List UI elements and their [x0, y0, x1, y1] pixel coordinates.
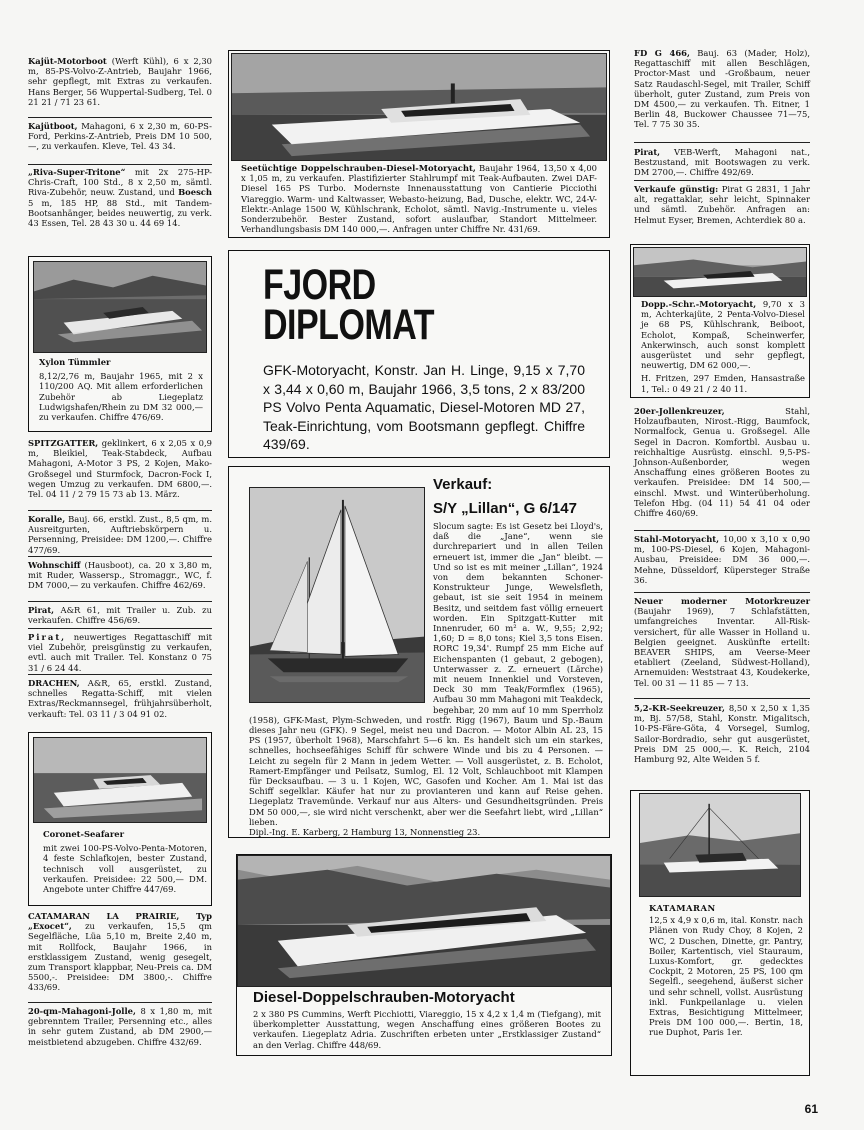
diesel-title: Diesel-Doppelschrauben-Motoryacht	[253, 989, 515, 1006]
ad-text: Stahl, Holzaufbauten, Nirost.-Rigg, Baumfock, Normalfock, Genua u. Großsegel. Alle Segel in Dacron. Komfortbl. Ausbau u. reichhaltige Ausrüstg. einschl. 9,5-PS-Johnson-Außenborder, wegen Anschaffung eines größeren Bootes zu verkaufen. Preisidee: DM 14 500,— einschl. Mwst. und Winterüberholung. Telefon Hbg. (04 11) 54 41 04 oder Chiffre 460/69.	[634, 406, 810, 519]
divider	[634, 142, 810, 143]
ad-text: Pirat G 2831, 1 Jahr alt, regattaklar, sehr leicht, Spinnaker und sämtl. Zubehör. Anfragen an: Helmut Eyser, Bremen, Achterdiek 80 a.	[634, 184, 810, 225]
lillan-text: Slocum sagte: Es ist Gesetz bei Lloyd's, daß die „Jane“, wenn sie durchrepariert und in allen Teilen erneuert ist, immer die „Jan“ bleibt. — Und so ist es mit meiner „Lillan“, 1924 von dem bekannten Schoner-Konstrukteur Junge, Wewelsfleth, gebaut, ist sie seit 1954 in meinem Besitz, und seitdem fast völlig erneuert worden. Ein Spitzgatt-Kutter mit Innenruder, 60 m² a. W., 9,55; 2,92; 1,60; D = 8,0 tons; Kiel 3,5 tons Eisen. RORC 19,34'. Rumpf 25 mm Eiche auf Eichenspanten (1 gebaut, 2 gebogen), Unterwasser z. Z. erneuert (Lärche) mit neuem Innenkiel und Vorsteven, Deck 30 mm Teak/Formflex (1965), Aufbau 30 mm Mahagoni mit Teakdeck, begehbar, 20 mm auf 10 mm Sperrholz (1958), GFK-Mast, Plym-Schweden, und rostfr. Rigg (1967), Baum und Sp.-Baum dieses Jahr neu (GFK). 9 Segel, meist neu und Dacron. — Motor Albin AL 23, 15 PS (1957, überholt 1968), Marschfahrt 5—6 kn. Es handelt sich um ein starkes, schnelles, hochseefähiges Schiff für schwere Winde und bis zu 4 Personen. — Leicht zu segeln für 2 Mann in jedem Wetter. — Voll ausgerüstet, z. B. Echolot, Ramert-Empfänger und Peilsatz, Sumlog, El. 12 Volt, Schlauchboot mit Klampen für Decksaufbau. — 3 u. 1 Kojen, WC, Gasofen und Kocher. Am 1. Mai ist das Schiff segelklar. Käufer hat nur zu provianteren und kann auf Reise gehen. Liegeplatz Travemünde. Verkauf nur aus Alters- und Gesundheitsgründen. Preis DM 50 000,—, sie wird nicht verschenkt, aber wer die Seefahrt liebt, wird „Lillan“ lieben.	[249, 521, 603, 827]
ad-pirat-g2831	[634, 184, 810, 225]
divider	[28, 510, 212, 511]
ad-head: KATAMARAN	[649, 903, 716, 913]
ad-text: zu verkaufen, 15,5 qm Segelfläche, Lüa 5,10 m, Breite 2,40 m, mit Rollfock, Baujahr 1966, in erstklassigem Zustand, wenig gesegelt, zum Transport klappbar, Neu-Preis ca. DM 5500,-. Preisidee: DM 3800,-. Chiffre 433/69.	[28, 921, 212, 993]
ad-pirat-veb	[634, 147, 810, 178]
fjord-text: GFK-Motoryacht, Konstr. Jan H. Linge, 9,15 x 7,70 x 3,44 x 0,60 m, Baujahr 1966, 3,5 tons, 2 x 83/200 PS Volvo Penta Aquamatic, Diesel-Motoren MD 27, Teak-Einrichtung, vom Bootsmann gepflegt. Chiffre 439/69.	[263, 362, 585, 452]
ad-head: FD G 466,	[634, 48, 690, 58]
ad-text: 10,00 x 3,10 x 0,90 m, 100-PS-Diesel, 6 Kojen, Mahagoni-Ausbau, Preisidee: DM 36 000,—. Mehne, Düsseldorf, Küpersteger Straße 36.	[634, 534, 810, 585]
ad-xylon-tuemmler-box	[28, 256, 212, 432]
ad-motoryacht-431-box	[228, 50, 610, 238]
ad-head: SPITZGATTER,	[28, 438, 99, 448]
lillan-title-line-1: Verkauf:	[433, 476, 493, 493]
page-number: 61	[804, 1102, 818, 1116]
divider	[28, 674, 212, 675]
ad-text: mit 2x 275-HP-Chris-Craft, 100 Std., 8 x 2,50 m, sämtl. Riva-Zubehör, neuw. Zustand, und	[28, 167, 212, 198]
lillan-title	[433, 475, 605, 519]
ad-head: Wohnschiff	[28, 560, 81, 570]
ad-motorkreuzer	[634, 596, 810, 688]
ad-mahagoni-jolle	[28, 1006, 212, 1047]
ad-kajuet-motorboot	[28, 56, 212, 107]
ad-head: 20er-Jollenkreuzer,	[634, 406, 725, 416]
ad-coronet-seafarer	[43, 829, 207, 894]
ad-head: Coronet-Seafarer	[43, 829, 124, 839]
lillan-text-column	[249, 521, 603, 837]
ad-kajuetboot	[28, 121, 212, 152]
fjord-title	[263, 261, 435, 349]
divider	[28, 164, 212, 165]
ad-head: Pirat,	[634, 147, 661, 157]
ad-text: (Baujahr 1969), 7 Schlafstätten, umfangreiches Inventar. All-Risk-versichert, für alle Wasser in Holland u. Belgien geeignet. Auskünfte erteilt: BEAVER SHIPS, am Veerse-Meer etabliert (Zeeland, Südwest-Holland), Arnemuiden: Weststraat 43, Koudekerke, Tel. 00 31 — 11 85 — 7 13.	[634, 606, 810, 688]
divider	[634, 180, 810, 181]
divider	[28, 601, 212, 602]
ad-text: mit zwei 100-PS-Volvo-Penta-Motoren, 4 feste Schlafkojen, bester Zustand, technisch voll ausgerüstet, zu verkaufen. Preisidee: 22 500,— DM. Angebote unter Chiffre 447/69.	[43, 843, 207, 895]
ad-stahl-motoryacht	[634, 534, 810, 585]
ad-jollenkreuzer	[634, 406, 810, 518]
ad-dopp-schr-motoryacht	[641, 299, 805, 394]
divider	[28, 628, 212, 629]
ad-spitzgatter	[28, 438, 212, 499]
coronet-boat-photo	[33, 737, 207, 823]
ad-head: Kajüt-Motorboot	[28, 56, 107, 66]
ad-xylon-tuemmler	[39, 357, 203, 422]
katamaran-photo	[639, 793, 801, 897]
ad-text: neuwertiges Regattaschiff mit viel Zubehör, preisgünstig zu verkaufen, evtl. auch mit Trailer. Tel. Konstanz 0 75 31 / 6 24 44.	[28, 632, 212, 673]
dopp-schr-yacht-photo	[633, 247, 807, 297]
ad-text: geklinkert, 6 x 2,05 x 0,9 m, Bleikiel, Teak-Stabdeck, Aufbau Mahagoni, A-Motor 3 PS, 2 Kojen, Mako-Großsegel und Sturmfock, Dacron-Fock I, wegen Umzug zu verkaufen. DM 6800,—. Tel. 04 11 / 2 79 15 73 ab 13. März.	[28, 438, 212, 500]
ad-head: Kajütboot,	[28, 121, 78, 131]
ad-head: „Riva-Super-Tritone“	[28, 167, 126, 177]
photo-spacer	[249, 521, 433, 707]
ad-head: CATAMARAN LA PRAIRIE, Typ „Exocet“,	[28, 911, 212, 932]
ad-head: Dopp.-Schr.-Motoryacht,	[641, 299, 757, 309]
ad-coronet-seafarer-box	[28, 732, 212, 906]
ad-text: 12,5 x 4,9 x 0,6 m, ital. Konstr. nach Plänen von Rudy Choy, 8 Kojen, 2 WC, 2 Duschen, Dinette, gr. Pantry, Boiler, Kartentisch, viel Stauraum, Luxus-Komfort, gr. gedecktes Cockpit, 2 Motoren, 25 PS, 100 qm Segelfl., seegehend, äußerst sicher und sehr schnell, vollst. Ausrüstung inkl. Funkpeilanlage u. vielen Extras, Besichtigung Mittelmeer, Preis DM 100 000,—. Bertin, 18, rue Duphot, Paris 1er.	[649, 915, 803, 1038]
ad-koralle	[28, 514, 212, 555]
ad-drachen	[28, 678, 212, 719]
ad-head: Seetüchtige Doppelschrauben-Diesel-Motoryacht,	[241, 163, 476, 173]
ad-head: DRACHEN,	[28, 678, 80, 688]
ad-text: (Hausboot), ca. 20 x 3,80 m, mit Ruder, Wassersp., Stromaggr., WC, f. DM 7000,— zu verkaufen. Chiffre 462/69.	[28, 560, 212, 591]
divider	[28, 1002, 212, 1003]
motoryacht-photo	[231, 53, 607, 161]
ad-contact: H. Fritzen, 297 Emden, Hansastraße 1, Tel.: 0 49 21 / 2 40 11.	[641, 373, 805, 394]
ad-head: Neuer moderner Motorkreuzer	[634, 596, 810, 606]
divider	[634, 530, 810, 531]
ad-diesel-doppelschrauben-box	[236, 854, 612, 1056]
ad-text: Baujahr 1964, 13,50 x 4,00 x 1,05 m, zu verkaufen. Plastifizierter Stahlrumpf mit Teak-Aufbauten. Zwei DAF-Diesel 165 PS Turbo. Modernste Innenausstattung von Cantierie Picciothi Viareggio. Warm- und Kaltwasser, Webasto-heizung, Bad, Dusche, elektr. WC, 24-V-Elektr.-Anlage 1500 W, Kühlschrank, Echolot, sämtl. Navig.-Instrumente u. vieles Sonderzubehör. Bester Zustand, sofort auslaufbar, Standort Mittelmeer. Verhandlungsbasis DM 140 000,—. Anfragen unter Chiffre Nr. 431/69.	[241, 163, 597, 235]
ad-text-2: 5 m, 185 HP, 88 Std., mit Tandem-Bootsanhänger, beides neuwertig, zu verk. 43 Essen, Tel. 28 43 30 u. 44 69 14.	[28, 197, 212, 229]
ad-text: 8 x 1,80 m, mit gebrenntem Trailer, Persenning etc., alles in sehr gutem Zustand, ab DM 2900,— meistbietend abzugeben. Chiffre 432/69.	[28, 1006, 212, 1047]
ad-wohnschiff	[28, 560, 212, 591]
ad-head: Pirat,	[28, 605, 55, 615]
ad-head: Verkaufe günstig:	[634, 184, 719, 194]
ad-text: (Werft Kühl), 6 x 2,30 m, 85-PS-Volvo-Z-Antrieb, Baujahr 1966, sehr gepflegt, mit Extras zu verkaufen. Hans Berger, 56 Wuppertal-Sudberg, Tel. 0 21 21 / 71 23 61.	[28, 56, 212, 107]
ad-riva-super-tritone	[28, 167, 212, 228]
diesel-yacht-photo	[237, 855, 611, 987]
lillan-signature: Dipl.-Ing. E. Karberg, 2 Hamburg 13, Nonnenstieg 23.	[249, 827, 481, 838]
divider	[28, 556, 212, 557]
ad-lillan-box	[228, 466, 610, 838]
diesel-text: 2 x 380 PS Cummins, Werft Picchiotti, Viareggio, 15 x 4,2 x 1,4 m (Tiefgang), mit überkompletter Ausstattung, wegen Anschaffung eines größeren Bootes zu verkaufen. Liegeplatz Adria. Zuschriften erbeten unter „Erstklassiger Zustand“ an den Verlag. Chiffre 448/69.	[253, 1009, 601, 1050]
ad-text: 8,50 x 2,50 x 1,35 m, Bj. 57/58, Stahl, Konstr. Migalitsch, 10-PS-Färe-Göta, 4 Vorsegel, Sumlog, Sailor-Bordradio, sehr gut ausgerüstet, Preis DM 25 000,—. K. Reich, 2104 Hamburg 92, Alte Weiden 5 f.	[634, 703, 810, 765]
fjord-title-line-1: FJORD	[263, 261, 376, 309]
divider	[28, 117, 212, 118]
ad-text: 9,70 x 3 m, Achterkajüte, 2 Penta-Volvo-Diesel je 68 PS, Kühlschrank, Beiboot, Echolot, Kompaß, Scheinwerfer, Ankerwinsch, auch sonst komplett ausgerüstet und sehr gepflegt, neuwertig, DM 62 000,—.	[641, 299, 805, 371]
ad-head: Xylon Tümmler	[39, 357, 111, 367]
ad-head: Koralle,	[28, 514, 66, 524]
lillan-title-line-2: S/Y „Lillan“, G 6/147	[433, 500, 577, 517]
ad-text: Bauj. 63 (Mader, Holz), Regattaschiff mit allen Beschlägen, Proctor-Mast und -Großbaum, neuer Satz Raudaschl-Segel, mit Trailer, Schiff überholt, guter Zustand, zum Preis von DM 4500,— zu verkaufen. Th. Eitner, 1 Berlin 48, Buckower Chaussee 71—75, Tel. 7 75 30 35.	[634, 48, 810, 130]
ad-katamaran	[649, 903, 803, 1038]
ad-dopp-schr-box	[630, 244, 810, 398]
divider	[634, 592, 810, 593]
ad-fd-g-466	[634, 48, 810, 130]
ad-head: Pirat,	[28, 632, 67, 642]
ad-head-2: Boesch	[178, 187, 212, 198]
ad-text: A&R, 65, erstkl. Zustand, schnelles Regatta-Schiff, mit vielen Extras/Reckmannsegel, frühjahrsüberholt, verkauft: Tel. 03 11 / 3 04 91 02.	[28, 678, 212, 719]
ad-text: 8,12/2,76 m, Baujahr 1965, mit 2 x 110/200 AQ. Mit allem erforderlichen Zubehör ab Liegeplatz Ludwigshafen/Rhein zu DM 32 000,— zu verkaufen. Chiffre 476/69.	[39, 371, 203, 423]
ad-catamaran-la-prairie	[28, 911, 212, 993]
ad-text: Mahagoni, 6 x 2,30 m, 60-PS-Ford, Perkins-Z-Antrieb, Preis DM 10 500,—, zu verkaufen. Kleve, Tel. 43 34.	[28, 121, 212, 152]
ad-head: 20-qm-Mahagoni-Jolle,	[28, 1006, 136, 1016]
ad-text: A&R 61, mit Trailer u. Zub. zu verkaufen. Chiffre 456/69.	[28, 605, 212, 626]
ad-seekreuzer	[634, 703, 810, 764]
ad-pirat-ar61	[28, 605, 212, 625]
ad-head: 5,2-KR-Seekreuzer,	[634, 703, 725, 713]
ad-text: Bauj. 66, erstkl. Zust., 8,5 qm, m. Ausreitgurten, Auftriebskörpern u. Persenning, Preisidee: DM 1200,—. Chiffre 477/69.	[28, 514, 212, 555]
motorboat-photo	[33, 261, 207, 353]
ad-motoryacht-431	[241, 163, 597, 234]
ad-fjord-diplomat-box	[228, 250, 610, 458]
ad-katamaran-box	[630, 790, 810, 1076]
ad-pirat-regatta	[28, 632, 212, 673]
divider	[634, 698, 810, 699]
ad-text: VEB-Werft, Mahagoni nat., Bestzustand, mit Bootswagen zu verk. DM 2700,—. Chiffre 492/69.	[634, 147, 810, 178]
fjord-title-line-2: DIPLOMAT	[263, 301, 435, 349]
ad-head: Stahl-Motoryacht,	[634, 534, 720, 544]
